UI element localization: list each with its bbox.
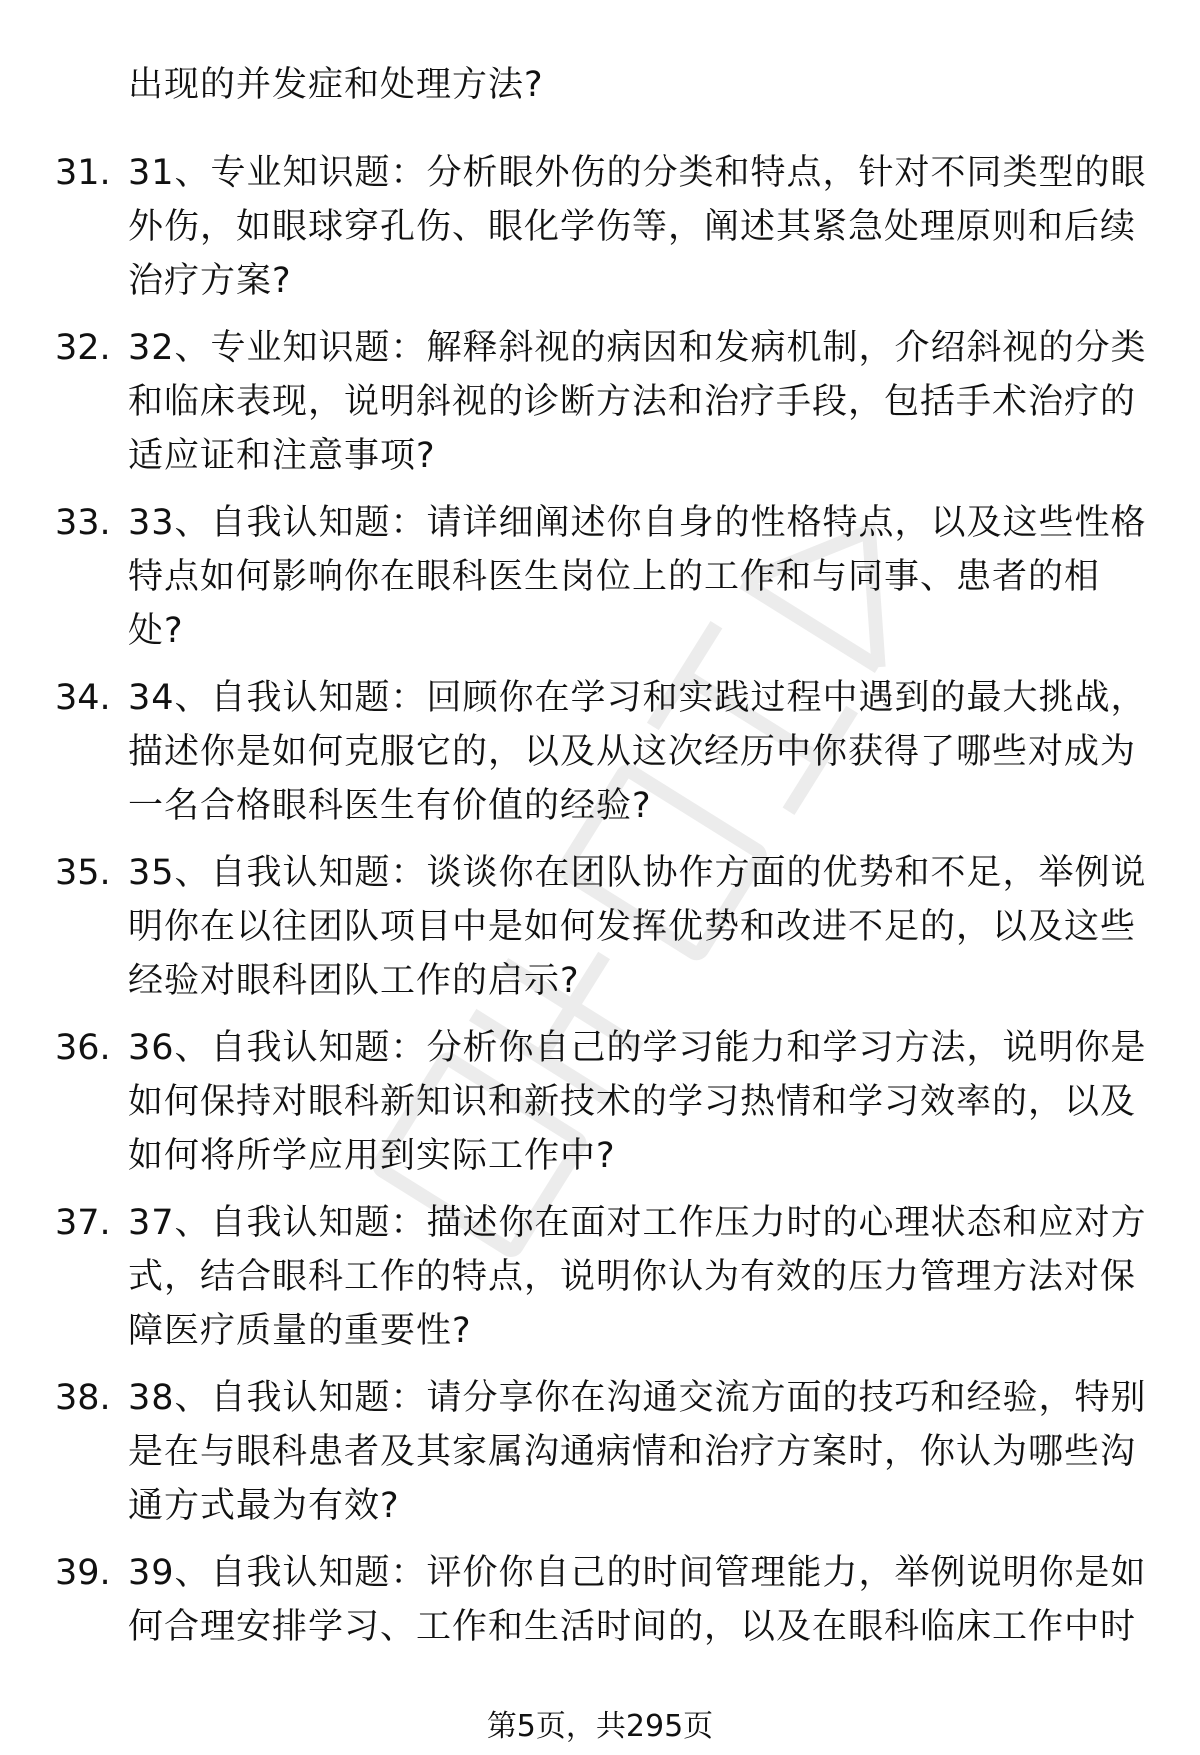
question-text-line: 和临床表现，说明斜视的诊断方法和治疗手段，包括手术治疗的 — [128, 382, 1137, 422]
question-text-line: 一名合格眼科医生有价值的经验? — [128, 786, 652, 826]
question-text — [128, 671, 1173, 833]
question-item — [0, 1196, 1200, 1371]
question-text-line: 如何保持对眼科新知识和新技术的学习热情和学习效率的，以及 — [128, 1082, 1137, 1122]
question-text-line: 是在与眼科患者及其家属沟通病情和治疗方案时，你认为哪些沟 — [128, 1432, 1137, 1472]
question-number: 32. — [55, 328, 111, 368]
question-item — [0, 1021, 1200, 1196]
question-text — [128, 1021, 1173, 1183]
question-number: 31. — [55, 153, 111, 193]
question-text — [128, 846, 1173, 1008]
question-text-line: 35、自我认知题：谈谈你在团队协作方面的优势和不足，举例说 — [128, 853, 1147, 893]
question-number: 33. — [55, 503, 111, 543]
question-text-line: 38、自我认知题：请分享你在沟通交流方面的技巧和经验，特别 — [128, 1378, 1147, 1418]
question-text-line: 明你在以往团队项目中是如何发挥优势和改进不足的，以及这些 — [128, 907, 1137, 947]
question-number: 35. — [55, 853, 111, 893]
question-item — [0, 1546, 1200, 1721]
page-footer: 第5页，共295页 — [486, 1709, 714, 1744]
question-text-line: 如何将所学应用到实际工作中? — [128, 1136, 616, 1176]
question-item — [0, 496, 1200, 671]
question-text-line: 何合理安排学习、工作和生活时间的，以及在眼科临床工作中时 — [128, 1607, 1137, 1647]
question-text-line: 39、自我认知题：评价你自己的时间管理能力，举例说明你是如 — [128, 1553, 1147, 1593]
question-text-line: 通方式最为有效? — [128, 1486, 400, 1526]
question-text-line: 31、专业知识题：分析眼外伤的分类和特点，针对不同类型的眼 — [128, 153, 1147, 193]
question-list — [0, 146, 1200, 1721]
question-text — [128, 1371, 1173, 1533]
question-number: 37. — [55, 1203, 111, 1243]
question-text — [128, 1196, 1173, 1358]
question-item — [0, 846, 1200, 1021]
question-number: 39. — [55, 1553, 111, 1593]
question-item — [0, 321, 1200, 496]
question-text-line: 式，结合眼科工作的特点，说明你认为有效的压力管理方法对保 — [128, 1257, 1137, 1297]
question-number: 34. — [55, 678, 111, 718]
question-text-line: 33、自我认知题：请详细阐述你自身的性格特点，以及这些性格 — [128, 503, 1147, 543]
question-text — [128, 1546, 1173, 1654]
question-text-line: 36、自我认知题：分析你自己的学习能力和学习方法，说明你是 — [128, 1028, 1147, 1068]
question-text-line: 经验对眼科团队工作的启示? — [128, 961, 580, 1001]
question-text-line: 治疗方案? — [128, 261, 292, 301]
question-text-line: 障医疗质量的重要性? — [128, 1311, 472, 1351]
continuation-line: 出现的并发症和处理方法? — [128, 65, 544, 105]
question-text-line: 37、自我认知题：描述你在面对工作压力时的心理状态和应对方 — [128, 1203, 1147, 1243]
question-number: 38. — [55, 1378, 111, 1418]
question-text-line: 外伤，如眼球穿孔伤、眼化学伤等，阐述其紧急处理原则和后续 — [128, 207, 1137, 247]
question-text-line: 34、自我认知题：回顾你在学习和实践过程中遇到的最大挑战， — [128, 678, 1147, 718]
question-item — [0, 1371, 1200, 1546]
question-text — [128, 321, 1173, 483]
question-item — [0, 671, 1200, 846]
question-item — [0, 146, 1200, 321]
question-text-line: 处? — [128, 611, 184, 651]
question-text-line: 32、专业知识题：解释斜视的病因和发病机制，介绍斜视的分类 — [128, 328, 1147, 368]
question-number: 36. — [55, 1028, 111, 1068]
question-text — [128, 146, 1173, 308]
question-text-line: 适应证和注意事项? — [128, 436, 436, 476]
question-text — [128, 496, 1173, 658]
question-text-line: 描述你是如何克服它的，以及从这次经历中你获得了哪些对成为 — [128, 732, 1137, 772]
question-text-line: 特点如何影响你在眼科医生岗位上的工作和与同事、患者的相 — [128, 557, 1101, 597]
